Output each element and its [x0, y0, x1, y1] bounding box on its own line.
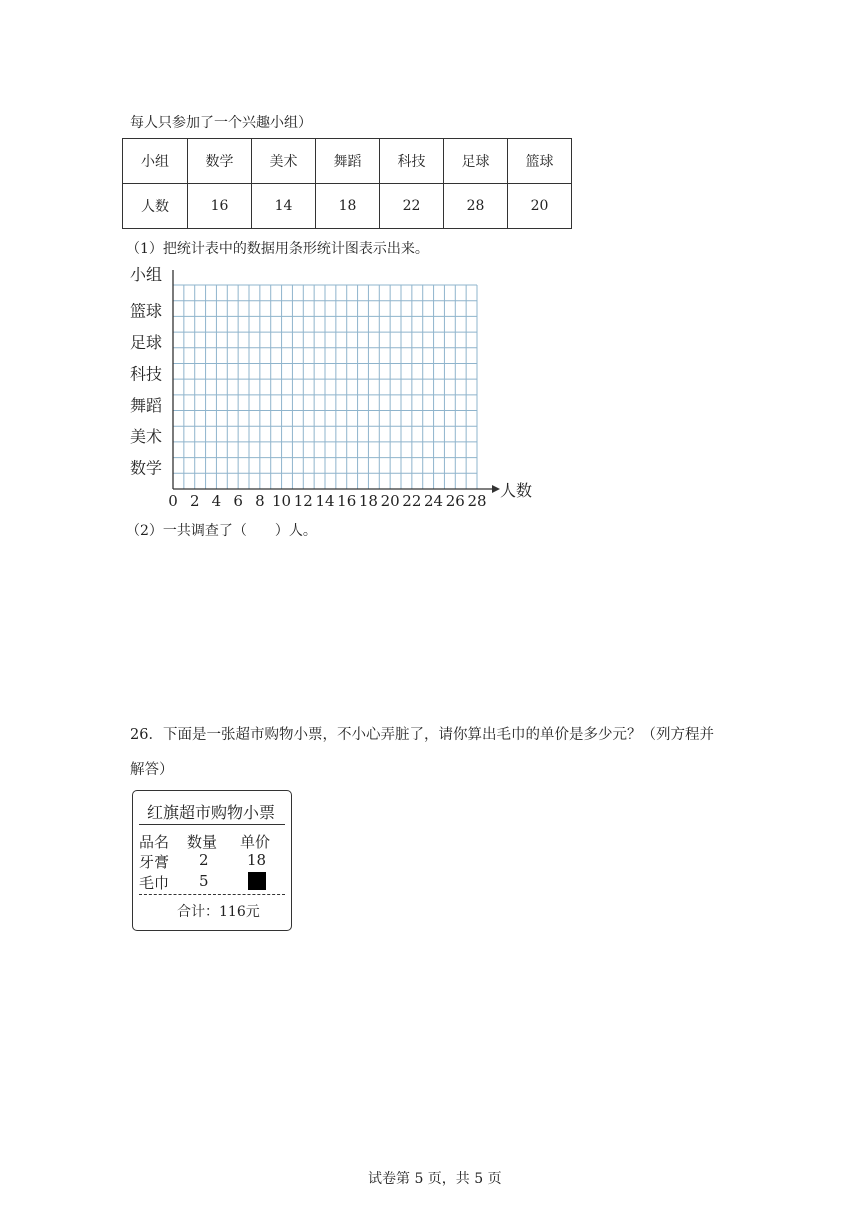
x-tick-label: 26	[445, 492, 465, 510]
chart-axes	[173, 270, 500, 493]
x-tick-label: 6	[233, 492, 243, 510]
table-group-cell: 美术	[252, 139, 316, 184]
receipt-dashed-divider	[139, 894, 285, 895]
x-tick-label: 0	[168, 492, 178, 510]
grid-lines	[173, 285, 477, 489]
receipt-total: 合计：116元	[177, 904, 260, 920]
category-label: 篮球	[130, 301, 163, 321]
table-header-label: 小组	[123, 139, 188, 184]
table-count-cell: 20	[508, 184, 572, 229]
x-tick-label: 2	[189, 492, 200, 510]
question-26-line-2: 解答）	[130, 762, 174, 778]
receipt-col-price: 单价	[240, 833, 271, 851]
table-count-cell: 28	[444, 184, 508, 229]
table-group-cell: 科技	[380, 139, 444, 184]
receipt-col-name: 品名	[139, 833, 170, 851]
shopping-receipt	[132, 790, 292, 931]
table-header-row	[123, 139, 572, 184]
x-tick-label: 14	[315, 492, 335, 510]
table-count-row	[123, 184, 572, 229]
table-group-cell: 篮球	[508, 139, 572, 184]
question-1-text: （1）把统计表中的数据用条形统计图表示出来。	[126, 241, 429, 257]
intro-text: 每人只参加了一个兴趣小组）	[130, 115, 312, 131]
x-tick-label: 24	[424, 492, 444, 510]
receipt-col-qty: 数量	[187, 833, 218, 851]
x-tick-labels	[168, 492, 486, 510]
x-tick-label: 22	[402, 492, 422, 510]
page-footer: 试卷第 5 页，共 5 页	[368, 1171, 502, 1187]
x-tick-label: 4	[211, 492, 222, 510]
x-axis-arrow-icon	[492, 485, 500, 493]
receipt-item-name: 牙膏	[139, 853, 170, 871]
table-group-cell: 数学	[188, 139, 252, 184]
x-tick-label: 16	[337, 492, 357, 510]
category-label: 舞蹈	[130, 395, 163, 415]
receipt-title: 红旗超市购物小票	[147, 803, 276, 822]
x-tick-label: 28	[467, 492, 487, 510]
x-tick-label: 10	[272, 492, 292, 510]
table-count-cell: 18	[316, 184, 380, 229]
table-count-cell: 22	[380, 184, 444, 229]
x-tick-label: 12	[293, 492, 313, 510]
table-row-label: 人数	[123, 184, 188, 229]
table-group-cell: 足球	[444, 139, 508, 184]
category-label: 美术	[130, 427, 163, 447]
receipt-item-price: 18	[247, 851, 267, 869]
category-label: 数学	[130, 458, 163, 478]
x-tick-label: 8	[255, 492, 265, 510]
y-axis-title: 小组	[130, 265, 163, 284]
x-tick-label: 20	[380, 492, 400, 510]
table-count-cell: 14	[252, 184, 316, 229]
receipt-title-divider	[139, 824, 285, 825]
receipt-item-qty: 5	[199, 872, 209, 890]
statistics-table	[122, 138, 572, 229]
category-labels	[130, 302, 162, 478]
smudged-price-block	[248, 872, 266, 890]
question-26-line-1: 26．下面是一张超市购物小票，不小心弄脏了，请你算出毛巾的单价是多少元？（列方程并	[130, 727, 714, 743]
category-label: 科技	[130, 364, 163, 384]
receipt-item-name: 毛巾	[139, 874, 170, 892]
receipt-item-qty: 2	[199, 851, 209, 869]
bar-chart-grid	[120, 262, 550, 512]
question-2-text: （2）一共调查了（ ）人。	[126, 523, 317, 539]
table-count-cell: 16	[188, 184, 252, 229]
table-group-cell: 舞蹈	[316, 139, 380, 184]
x-axis-title: 人数	[500, 481, 533, 500]
category-label: 足球	[130, 333, 163, 353]
x-tick-label: 18	[358, 492, 378, 510]
